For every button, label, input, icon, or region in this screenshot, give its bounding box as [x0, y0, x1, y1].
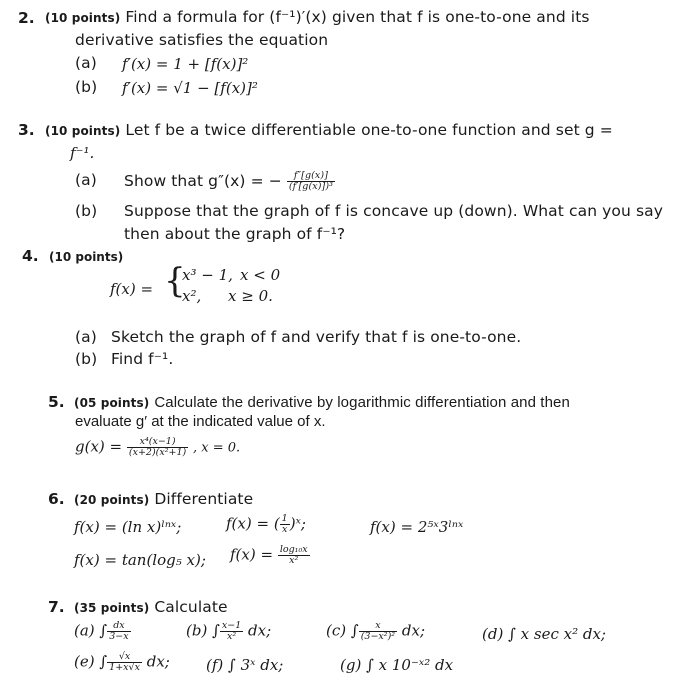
fraction-denominator: (3−x²)² — [360, 630, 396, 642]
fraction — [127, 437, 188, 458]
problem-3-part-b-label: (b) — [75, 202, 98, 220]
problem-6-title-line — [74, 490, 253, 508]
points-label: (10 points) — [45, 11, 121, 25]
fraction-denominator: (x+2)(x²+1) — [128, 446, 187, 458]
prompt-text: Find a formula for (f⁻¹)′(x) given that f is one-to-one and its — [125, 8, 590, 26]
problem-6-f3: f(x) = 2⁵ˣ3ˡⁿˣ — [370, 518, 464, 536]
problem-2-part-a-label: (a) — [75, 54, 97, 72]
problem-4-part-a-text: Sketch the graph of f and verify that f is one-to-one. — [111, 328, 522, 346]
integral-g: (g) ∫ x 10⁻ˣ² dx — [340, 656, 454, 674]
fraction-denominator: x² — [226, 630, 237, 642]
problem-4-part-b-label: (b) — [75, 350, 98, 368]
fraction-denominator: x — [282, 523, 288, 535]
problem-2-part-a-equation: f′(x) = 1 + [f(x)]² — [122, 55, 249, 73]
integral-label: (b) ∫ — [186, 621, 220, 640]
prompt-text: Let f be a twice differentiable one-to-one function and set g = — [125, 121, 613, 139]
integral-a — [74, 621, 131, 642]
integral-tail: dx; — [248, 621, 272, 640]
points-label: (10 points) — [45, 124, 121, 138]
part-a-text: Show that g″(x) = − — [124, 171, 282, 190]
problem-5-equation — [75, 437, 240, 458]
problem-3-part-b-line1: Suppose that the graph of f is concave up (down). What can you say — [124, 202, 664, 220]
fraction — [220, 621, 243, 642]
problem-4-fx: f(x) = — [110, 280, 154, 298]
f2-left: f(x) = ( — [226, 514, 280, 533]
integral-tail: dx; — [401, 621, 426, 640]
integral-f: (f) ∫ 3ˣ dx; — [206, 656, 284, 674]
problem-6-f4: f(x) = tan(log₅ x); — [74, 551, 206, 569]
f2-right: )ˣ; — [289, 514, 306, 533]
case-2-condition: x ≥ 0. — [228, 287, 273, 305]
problem-2 — [18, 8, 35, 27]
problem-6-f1: f(x) = (ln x)ˡⁿˣ; — [74, 518, 182, 536]
integral-d: (d) ∫ x sec x² dx; — [482, 625, 606, 643]
integral-e — [74, 652, 170, 673]
problem-3-prompt-line2: f⁻¹. — [70, 144, 95, 162]
title-text: Differentiate — [154, 490, 254, 508]
problem-4-part-a-label: (a) — [75, 328, 97, 346]
problem-3-part-b-line2: then about the graph of f⁻¹? — [124, 225, 346, 243]
case-1-condition: x < 0 — [240, 266, 281, 284]
integral-c — [326, 621, 425, 642]
fraction-denominator: x² — [289, 554, 299, 566]
problem-7-title-line — [74, 598, 228, 616]
integral-label: (e) ∫ — [74, 652, 108, 671]
points-label: (20 points) — [74, 493, 150, 507]
prompt-text: Calculate the derivative by logarithmic differentiation and then — [154, 394, 570, 411]
points-label: (35 points) — [74, 601, 150, 615]
case-2-expression: x², — [182, 287, 202, 305]
fraction-denominator: 3−x — [109, 630, 129, 642]
integral-b — [186, 621, 271, 642]
problem-4-points: (10 points) — [49, 250, 124, 264]
problem-6-f2 — [226, 514, 306, 535]
fraction-denominator: (f′[g(x)])³ — [288, 180, 334, 192]
problem-4-part-b-text: Find f⁻¹. — [111, 350, 174, 368]
points-label: (05 points) — [74, 396, 150, 410]
integral-label: (c) ∫ — [326, 621, 359, 640]
fraction — [107, 652, 142, 673]
fraction — [278, 545, 310, 566]
fraction-denominator: 1+x√x — [109, 661, 140, 673]
integral-label: (a) ∫ — [74, 621, 108, 640]
problem-5-line1 — [74, 393, 570, 411]
problem-2-prompt-line2: derivative satisfies the equation — [75, 31, 329, 49]
problem-6-f5 — [230, 545, 310, 566]
fraction-numerator: x−1 — [221, 620, 242, 631]
fraction-numerator: 1 — [281, 513, 288, 524]
equation-tail: , x = 0. — [193, 440, 241, 456]
problem-2-part-b-equation: f′(x) = √1 − [f(x)]² — [122, 79, 258, 97]
fraction — [359, 621, 397, 642]
title-text: Calculate — [154, 598, 228, 616]
integral-tail: dx; — [146, 652, 170, 671]
problem-2-part-b-label: (b) — [75, 78, 98, 96]
case-1-expression: x³ − 1, — [182, 266, 233, 284]
fraction — [280, 514, 290, 535]
fraction-numerator: x⁴(x−1) — [127, 437, 188, 448]
problem-3-part-a — [124, 171, 335, 192]
fraction — [287, 171, 335, 192]
problem-3-part-a-label: (a) — [75, 171, 97, 189]
fraction-numerator: √x — [107, 652, 142, 663]
fraction-numerator: f″[g(x)] — [287, 171, 335, 182]
fraction-numerator: log₁₀x — [279, 544, 308, 555]
problem-5-number: 5. — [48, 393, 65, 411]
problem-3-prompt-line1 — [45, 121, 613, 139]
f5-left: f(x) = — [230, 545, 274, 564]
problem-3-number: 3. — [18, 121, 35, 139]
problem-4-number: 4. — [22, 247, 39, 265]
fraction-numerator: x — [359, 621, 397, 632]
brace-symbol: { — [164, 261, 186, 301]
problem-7-number: 7. — [48, 598, 65, 616]
problem-6-number: 6. — [48, 490, 65, 508]
problem-5-line2: evaluate g′ at the indicated value of x. — [75, 413, 326, 430]
fraction-numerator: dx — [107, 621, 130, 632]
fraction — [107, 621, 130, 642]
problem-2-prompt-line1 — [45, 8, 590, 26]
gx-label: g(x) = — [75, 437, 123, 456]
problem-number: 2. — [18, 9, 35, 27]
